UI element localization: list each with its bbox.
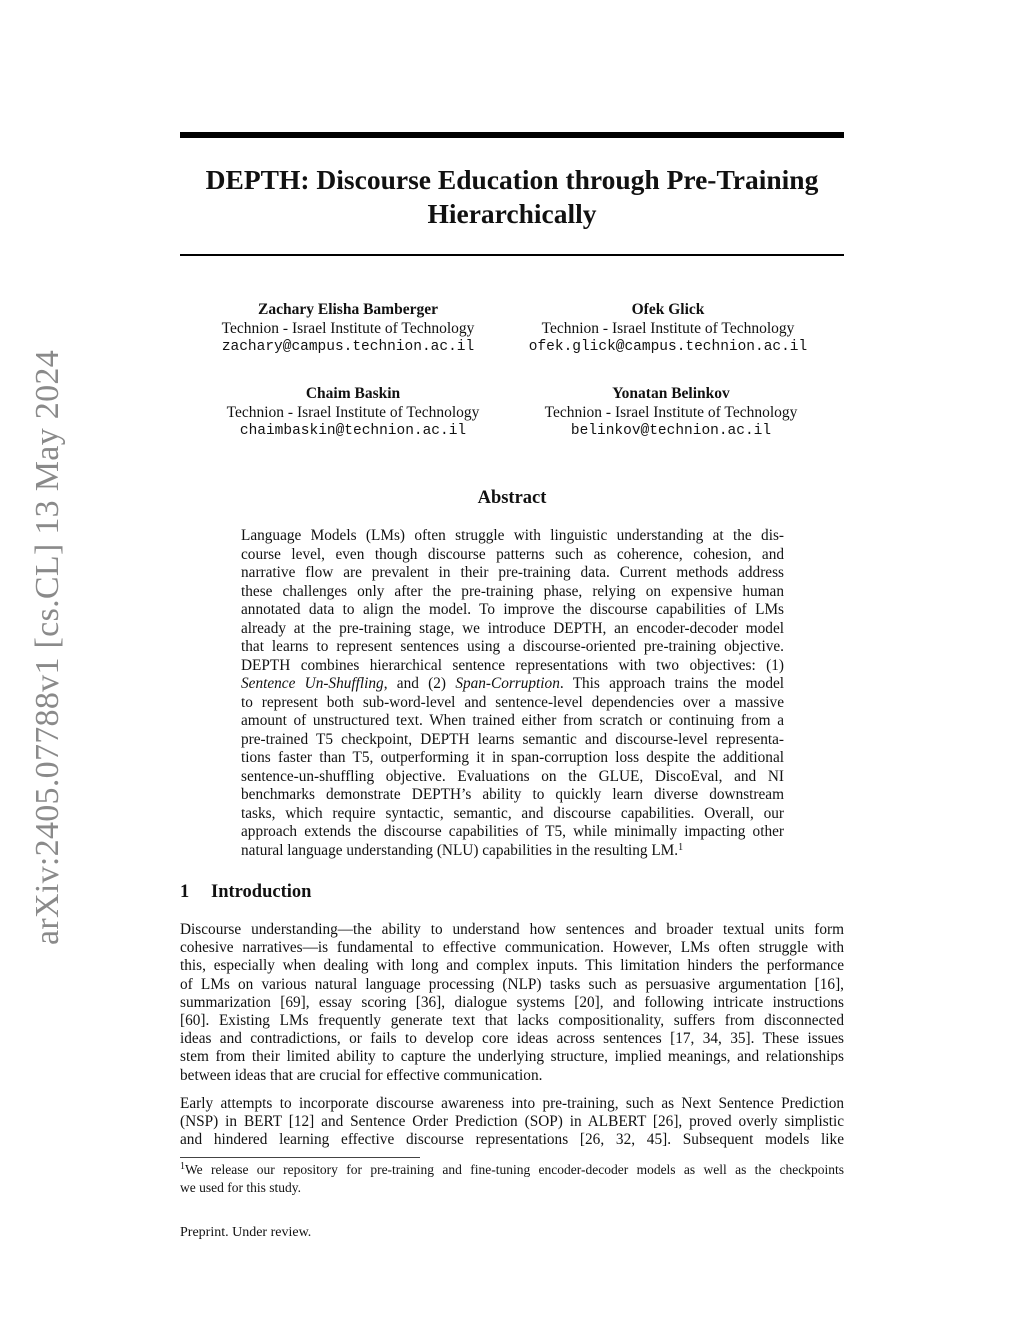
title-line-1: DEPTH: Discourse Education through Pre-Training <box>205 164 819 195</box>
abstract-line: narrative flow are prevalent in their pre-training data. Current methods address <box>241 564 784 581</box>
title-top-rule <box>180 132 844 138</box>
abstract-line: already at the pre-training stage, we introduce DEPTH, an encoder-decoder model <box>241 619 784 637</box>
footnote-mark: 1 <box>180 1161 185 1172</box>
abstract-line: benchmarks demonstrate DEPTH’s ability to quickly learn diverse downstream <box>241 786 784 803</box>
abstract-line: approach extends the discourse capabilities of T5, while minimally impacting other <box>241 823 784 840</box>
abstract-line-italic <box>241 675 784 694</box>
abstract-line: Language Models (LMs) often struggle with linguistic understanding at the dis- <box>241 527 784 544</box>
abstract-line: pre-trained T5 checkpoint, DEPTH learns semantic and discourse-level representa- <box>241 730 784 748</box>
abstract-last-line <box>241 842 784 861</box>
abstract-line: sentence-un-shuffling objective. Evaluations on the GLUE, DiscoEval, and NI <box>241 767 784 785</box>
abstract-line: annotated data to align the model. To improve the discourse capabilities of LMs <box>241 601 784 618</box>
text-line: cohesive narratives—is fundamental to effective communication. However, LMs often struggle with <box>180 939 844 957</box>
abstract-line: these challenges only after the pre-training phase, relying on expensive human <box>241 582 784 600</box>
abstract-text: . This approach trains the model <box>559 675 785 692</box>
author-block-1 <box>193 300 503 357</box>
text-line: stem from their limited ability to capture the underlying structure, implied meanings, and relationships <box>180 1048 844 1066</box>
author-block-4 <box>516 384 826 441</box>
author-name: Yonatan Belinkov <box>612 385 730 402</box>
text-line: between ideas that are crucial for effective communication. <box>180 1066 543 1084</box>
author-affiliation: Technion - Israel Institute of Technology <box>226 404 480 421</box>
author-email: chaimbaskin@technion.ac.il <box>239 423 467 439</box>
text-line: Discourse understanding—the ability to understand how sentences and broader textual units form <box>180 921 844 938</box>
text-line: this, especially when dealing with long and complex inputs. This limitation hinders the performance <box>180 957 844 975</box>
arxiv-watermark: arXiv:2405.07788v1 [cs.CL] 13 May 2024 <box>29 350 66 945</box>
abstract-line: to represent both sub-word-level and sentence-level dependencies over a massive <box>241 693 784 711</box>
section-number: 1 <box>180 882 190 902</box>
abstract-line: tasks, which require syntactic, semantic, and discourse capabilities. Overall, our <box>241 804 784 822</box>
text-line: (NSP) in BERT [12] and Sentence Order Prediction (SOP) in ALBERT [26], proved overly simplistic <box>180 1113 844 1131</box>
author-block-3 <box>198 384 508 441</box>
preprint-note: Preprint. Under review. <box>180 1225 312 1240</box>
abstract-text: natural language understanding (NLU) capabilities in the resulting LM. <box>241 841 679 859</box>
text-line: summarization [69], essay scoring [36], dialogue systems [20], and following intricate instructions <box>180 993 844 1011</box>
section-title: Introduction <box>211 882 312 902</box>
text-line: ideas and contradictions, or fails to develop core ideas across sentences [17, 34, 35]. These issues <box>180 1030 844 1048</box>
author-affiliation: Technion - Israel Institute of Technology <box>221 320 475 337</box>
text-line: of LMs on various natural language processing (NLP) tasks such as persuasive argumentation [16], <box>180 975 844 993</box>
text-line: [60]. Existing LMs frequently generate text that lacks compositionality, suffers from disconnected <box>180 1012 844 1030</box>
abstract-line: course level, even though discourse patterns such as coherence, cohesion, and <box>241 545 784 563</box>
intro-paragraph-1 <box>180 921 844 1085</box>
footnote-line: we used for this study. <box>180 1179 301 1195</box>
italic-term: Sentence Un-Shuffling <box>241 675 384 692</box>
author-email: zachary@campus.technion.ac.il <box>221 339 475 355</box>
author-name: Chaim Baskin <box>305 385 401 402</box>
footnote <box>180 1161 844 1196</box>
title-bottom-rule <box>180 254 844 256</box>
abstract-heading: Abstract <box>477 488 547 508</box>
section-heading-introduction <box>180 881 580 903</box>
author-affiliation: Technion - Israel Institute of Technology <box>541 320 795 337</box>
italic-term: Span-Corruption <box>455 675 560 692</box>
intro-paragraph-2 <box>180 1095 844 1150</box>
footnote-rule <box>180 1157 420 1158</box>
author-name: Ofek Glick <box>631 301 705 318</box>
footnote-ref[interactable]: 1 <box>678 841 684 853</box>
abstract-line: tions faster than T5, outperforming it in span-corruption loss despite the additional <box>241 749 784 766</box>
paper-title <box>180 163 844 231</box>
title-line-2: Hierarchically <box>427 198 597 229</box>
text-line: Early attempts to incorporate discourse awareness into pre-training, such as Next Sentence Prediction <box>180 1095 844 1112</box>
author-email: belinkov@technion.ac.il <box>570 423 772 439</box>
abstract-line: DEPTH combines hierarchical sentence representations with two objectives: (1) <box>241 656 784 674</box>
author-affiliation: Technion - Israel Institute of Technology <box>544 404 798 421</box>
footnote-text: We release our repository for pre-training and fine-tuning encoder-decoder models as well as the checkpoints <box>185 1162 844 1177</box>
footnote-line <box>180 1161 844 1179</box>
author-email: ofek.glick@campus.technion.ac.il <box>528 339 808 355</box>
abstract-body <box>241 527 784 860</box>
abstract-line: amount of unstructured text. When trained either from scratch or continuing from a <box>241 712 784 729</box>
abstract-line: that learns to represent sentences using a discourse-oriented pre-training objective. <box>241 638 784 655</box>
author-block-2 <box>513 300 823 357</box>
author-name: Zachary Elisha Bamberger <box>258 301 438 318</box>
abstract-text: , and (2) <box>383 675 456 692</box>
text-line: and hindered learning effective discourse representations [26, 32, 45]. Subsequent models like <box>180 1131 844 1149</box>
